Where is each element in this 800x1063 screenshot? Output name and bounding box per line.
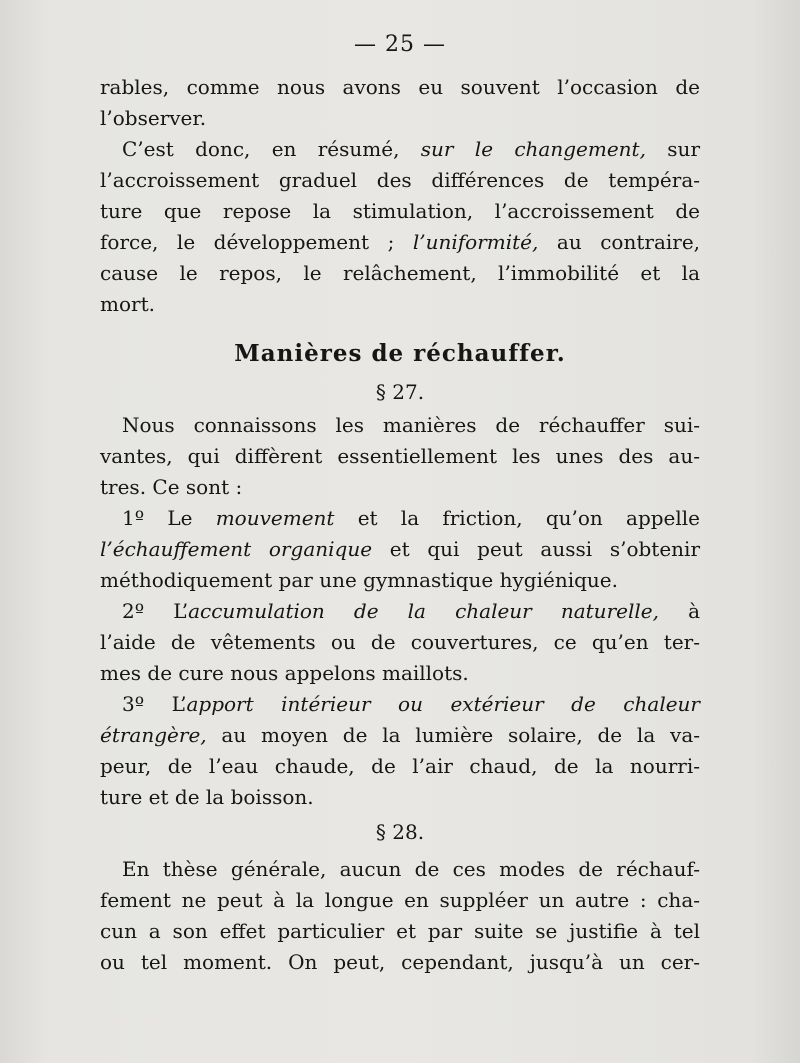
text-run: et qui peut aussi s’obtenir — [389, 537, 701, 561]
section-number-28: § 28. — [375, 820, 425, 844]
text-run: 3º L’ — [122, 692, 187, 716]
list-item-3-line: peur, de l’eau chaude, de l’air chaud, de la nourri- — [100, 754, 700, 778]
body-text — [100, 72, 700, 978]
italic-run: accumulation de la chaleur naturelle, — [188, 599, 659, 623]
italic-run: l’uniformité, — [412, 230, 539, 254]
list-item-2-line — [100, 596, 700, 627]
paragraph-4-line: cun a son effet particulier et par suite se justifie à tel — [100, 919, 700, 943]
section-number-27: § 27. — [375, 380, 425, 404]
list-item-1-line: méthodiquement par une gymnastique hygiénique. — [100, 568, 618, 592]
paragraph-2-line — [100, 227, 700, 258]
paragraph-4-line: fement ne peut à la longue en suppléer un autre : cha- — [100, 888, 700, 912]
paragraph-4-line: En thèse générale, aucun de ces modes de réchauf- — [122, 857, 700, 881]
text-run: et la friction, qu’on appelle — [357, 506, 701, 530]
text-run: force, le développement ; — [100, 230, 395, 254]
paragraph-4-line: ou tel moment. On peut, cependant, jusqu’à un cer- — [100, 950, 700, 974]
paragraph-1-line: rables, comme nous avons eu souvent l’occasion de — [100, 75, 700, 99]
text-run: au moyen de la lumière solaire, de la va- — [221, 723, 700, 747]
section-heading: Manières de réchauffer. — [234, 340, 566, 367]
paragraph-3-line: vantes, qui diffèrent essentiellement les unes des au- — [100, 444, 700, 468]
paragraph-2-line — [100, 134, 700, 165]
paragraph-3-line: Nous connaissons les manières de réchauffer sui- — [122, 413, 700, 437]
list-item-1-line — [100, 503, 700, 534]
text-run: sur — [667, 137, 701, 161]
paragraph-3-line: tres. Ce sont : — [100, 475, 243, 499]
list-item-2-line: l’aide de vêtements ou de couvertures, ce qu’en ter- — [100, 630, 700, 654]
italic-run: l’échauffement organique — [100, 537, 373, 561]
italic-run: apport intérieur ou extérieur de chaleur — [186, 692, 700, 716]
italic-run: mouvement — [215, 506, 335, 530]
paragraph-2-line: cause le repos, le relâchement, l’immobilité et la — [100, 261, 700, 285]
list-item-1-line — [100, 534, 700, 565]
page-number: — 25 — — [354, 32, 446, 57]
text-run: au contraire, — [556, 230, 701, 254]
text-run: à — [688, 599, 700, 623]
paragraph-2-line: l’accroissement graduel des différences de tempéra- — [100, 168, 700, 192]
paragraph-2-line: mort. — [100, 292, 155, 316]
paragraph-1-line: l’observer. — [100, 106, 207, 130]
text-run: 1º Le — [122, 506, 193, 530]
italic-run: sur le changement, — [420, 137, 646, 161]
text-run: 2º L’ — [122, 599, 189, 623]
list-item-3-line: ture et de la boisson. — [100, 785, 314, 809]
list-item-2-line: mes de cure nous appelons maillots. — [100, 661, 469, 685]
list-item-3-line — [100, 720, 700, 751]
paragraph-2-line: ture que repose la stimulation, l’accroissement de — [100, 199, 700, 223]
list-item-3-line — [100, 689, 700, 720]
italic-run: étrangère, — [100, 723, 207, 747]
text-run: C’est donc, en résumé, — [122, 137, 400, 161]
